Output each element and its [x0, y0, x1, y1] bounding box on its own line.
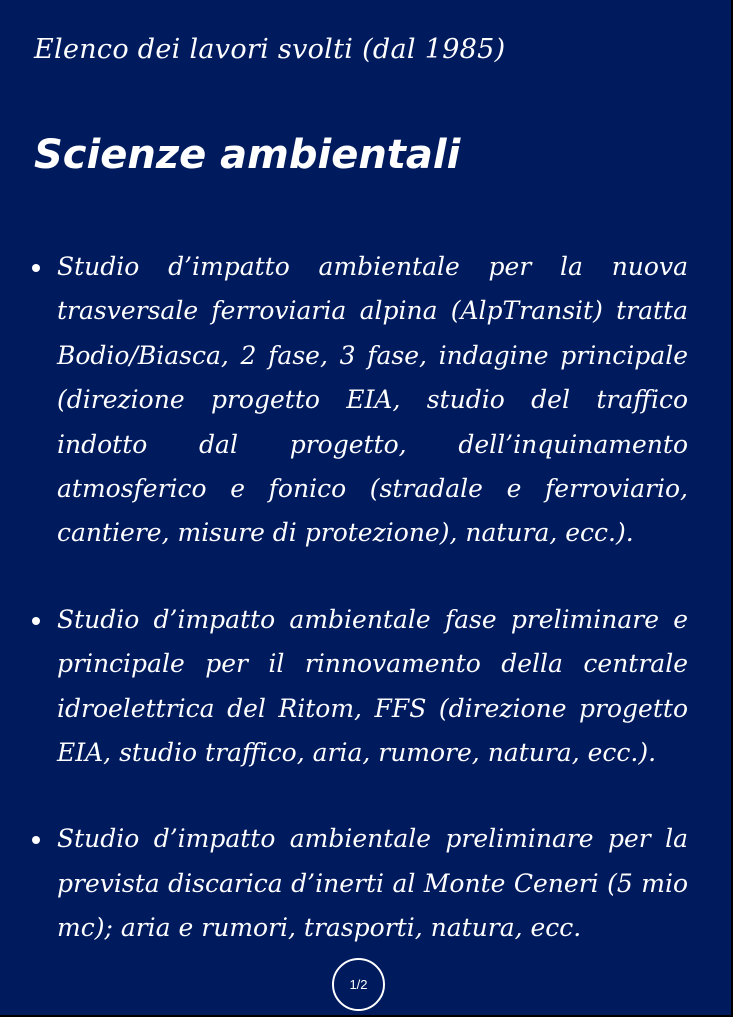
page-title: Scienze ambientali: [34, 132, 461, 178]
list-item-text: Studio d’impatto ambientale per la nuova trasversale ferroviaria alpina (AlpTransit) tratta Bodio/Biasca, 2 fase, 3 fase, indagine principale (direzione progetto EIA, studio del traffico indotto dal progetto, dell’inquinamento atmosferico e fonico (stradale e ferroviario, cantiere, misure di protezione), natura, ecc.).: [57, 252, 688, 548]
list-item-text: Studio d’impatto ambientale fase preliminare e principale per il rinnovamento della centrale idroelettrica del Ritom, FFS (direzione progetto EIA, studio traffico, aria, rumore, natura, ecc.).: [57, 604, 688, 768]
list-item: [28, 598, 688, 776]
page-subtitle: Elenco dei lavori svolti (dal 1985): [34, 34, 506, 65]
list-item: [28, 245, 688, 556]
list-item: [28, 817, 688, 950]
bullet-icon: [32, 617, 40, 625]
list-item-text: Studio d’impatto ambientale preliminare per la prevista discarica d’inerti al Monte Ceneri (5 mio mc); aria e rumori, trasporti, natura, ecc.: [57, 824, 688, 943]
page-indicator-label: 1/2: [349, 977, 368, 992]
project-list: [28, 245, 688, 951]
bullet-icon: [32, 836, 40, 844]
page-indicator-button[interactable]: [332, 958, 385, 1011]
bullet-icon: [32, 264, 40, 272]
